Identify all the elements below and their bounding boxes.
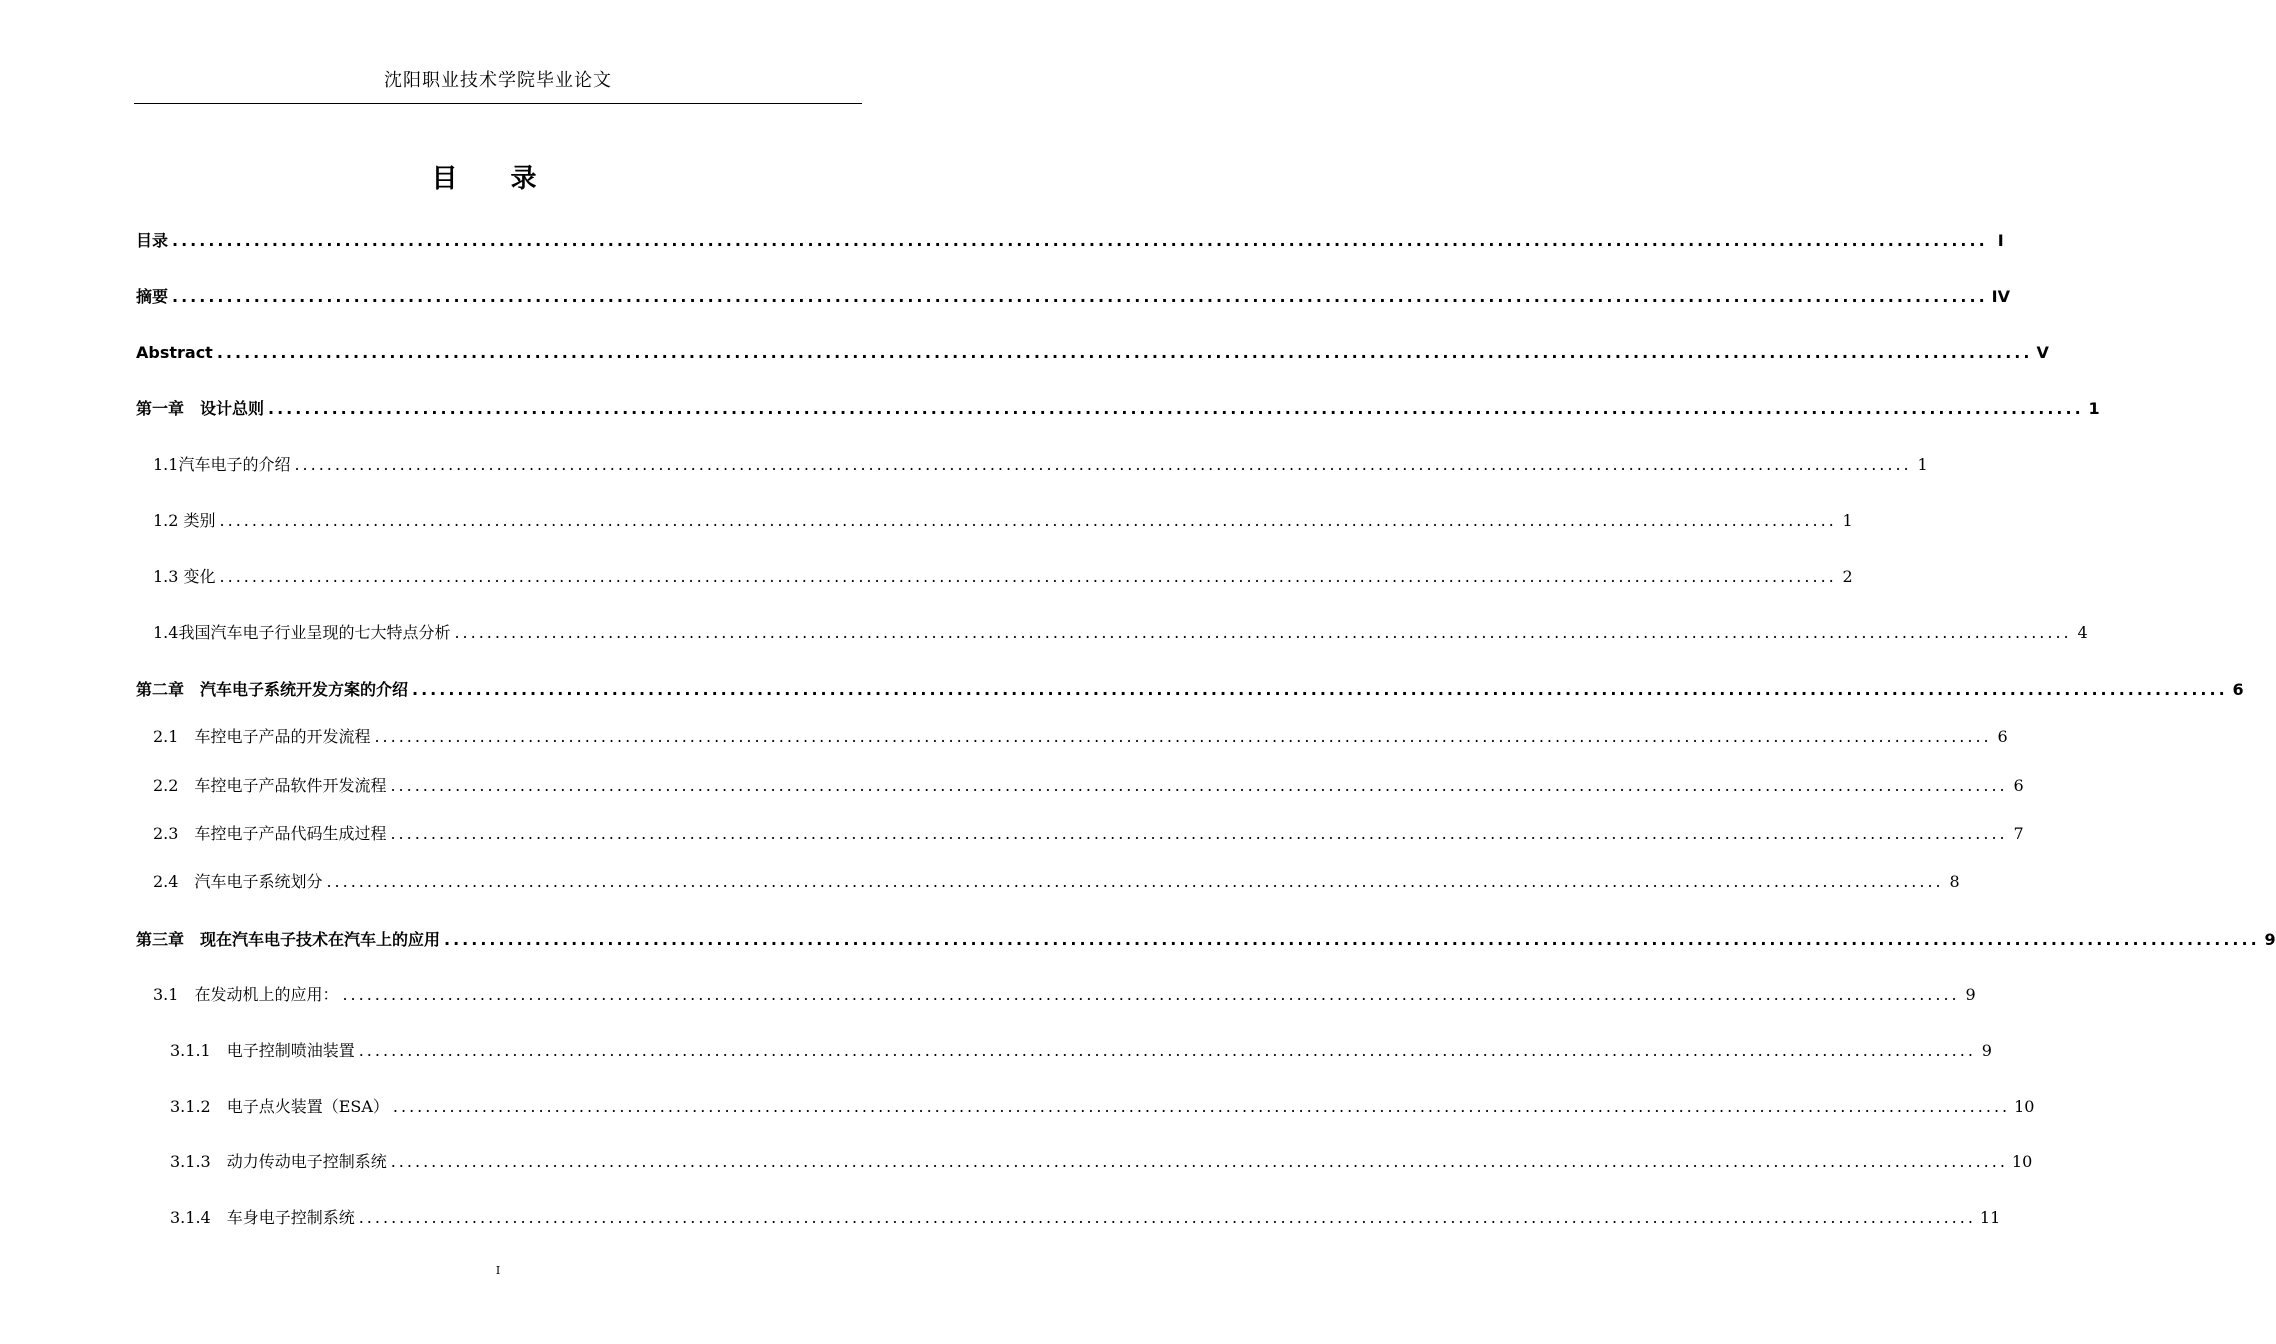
toc-entry-page: 6 [2232, 680, 2244, 699]
toc-entry[interactable] [136, 342, 2049, 364]
toc-entry[interactable] [170, 1151, 2033, 1173]
toc-entry-label: 目录 [136, 231, 169, 250]
toc-leader-dots: ........................................................................................................................................................................................................ [444, 930, 2260, 949]
toc-entry-page: I [1997, 231, 2004, 250]
toc-leader-dots: ........................................................................................................................................................................................................ [216, 343, 2033, 362]
toc-entry-page: 1 [1917, 455, 1928, 474]
toc-entry[interactable] [153, 454, 1928, 476]
toc-entry-page: 10 [2014, 1097, 2035, 1116]
toc-entry-page: 11 [1979, 1208, 2001, 1227]
toc-leader-dots: ........................................................................................................................................................................................................ [392, 1097, 2011, 1116]
toc-entry-label: 1.2 类别 [153, 511, 216, 530]
toc-entry[interactable] [170, 1040, 1992, 1062]
toc-entry-label: 1.4我国汽车电子行业呈现的七大特点分析 [153, 623, 451, 642]
toc-entry[interactable] [136, 286, 2010, 308]
toc-entry[interactable] [153, 823, 2024, 845]
page-number: I [495, 1264, 501, 1277]
toc-entry-page: IV [1991, 287, 2010, 306]
toc-leader-dots: ........................................................................................................................................................................................................ [390, 824, 2008, 843]
toc-leader-dots: ........................................................................................................................................................................................................ [172, 231, 1988, 250]
toc-entry[interactable] [153, 726, 2008, 748]
toc-leader-dots: ........................................................................................................................................................................................................ [358, 1208, 1976, 1227]
toc-entry-page: 1 [1842, 511, 1853, 530]
toc-entry-page: 9 [2264, 930, 2276, 949]
toc-entry-label: 1.3 变化 [153, 567, 216, 586]
toc-entry-label: 1.1汽车电子的介绍 [153, 455, 291, 474]
toc-entry-label: 第二章 汽车电子系统开发方案的介绍 [136, 680, 409, 699]
toc-leader-dots: ........................................................................................................................................................................................................ [172, 287, 1988, 306]
toc-entry-label: 2.2 车控电子产品软件开发流程 [153, 776, 387, 795]
toc-entry-label: 2.3 车控电子产品代码生成过程 [153, 824, 387, 843]
toc-entry-label: 2.4 汽车电子系统划分 [153, 872, 323, 891]
toc-entry-page: 2 [1842, 567, 1853, 586]
running-header: 沈阳职业技术学院毕业论文 [384, 70, 612, 91]
toc-entry-page: 1 [2088, 399, 2100, 418]
toc-entry-label: 第三章 现在汽车电子技术在汽车上的应用 [136, 930, 441, 949]
toc-entry-label: 第一章 设计总则 [136, 399, 265, 418]
toc-entry-label: 3.1.2 电子点火装置（ESA） [170, 1097, 389, 1116]
toc-entry-label: 3.1.4 车身电子控制系统 [170, 1208, 355, 1227]
toc-entry-page: 4 [2077, 623, 2088, 642]
toc-entry[interactable] [153, 510, 1853, 532]
toc-entry-page: 10 [2011, 1152, 2033, 1171]
toc-entry[interactable] [170, 1096, 2035, 1118]
toc-entry[interactable] [136, 398, 2100, 420]
toc-entry-page: 9 [1981, 1041, 1992, 1060]
toc-leader-dots: ........................................................................................................................................................................................................ [219, 567, 1837, 586]
toc-entry-page: 7 [2013, 824, 2024, 843]
toc-entry-label: 3.1.1 电子控制喷油装置 [170, 1041, 355, 1060]
toc-entry-page: V [2036, 343, 2049, 362]
toc-entry-label: 2.1 车控电子产品的开发流程 [153, 727, 371, 746]
toc-leader-dots: ........................................................................................................................................................................................................ [390, 776, 2008, 795]
toc-leader-dots: ........................................................................................................................................................................................................ [268, 399, 2084, 418]
toc-leader-dots: ........................................................................................................................................................................................................ [374, 727, 1992, 746]
toc-leader-dots: ........................................................................................................................................................................................................ [412, 680, 2228, 699]
toc-leader-dots: ........................................................................................................................................................................................................ [294, 455, 1912, 474]
toc-entry-label: Abstract [136, 343, 213, 362]
toc-entry-page: 6 [1997, 727, 2008, 746]
toc-entry-label: 摘要 [136, 287, 169, 306]
toc-entry-label: 3.1 在发动机上的应用： [153, 985, 339, 1004]
toc-entry-label: 3.1.3 动力传动电子控制系统 [170, 1152, 387, 1171]
toc-leader-dots: ........................................................................................................................................................................................................ [219, 511, 1837, 530]
toc-title: 目 录 [431, 164, 559, 194]
toc-leader-dots: ........................................................................................................................................................................................................ [454, 623, 2072, 642]
toc-entry[interactable] [136, 230, 2004, 252]
toc-leader-dots: ........................................................................................................................................................................................................ [358, 1041, 1976, 1060]
toc-entry[interactable] [136, 679, 2244, 701]
toc-entry-page: 9 [1965, 985, 1976, 1004]
toc-entry[interactable] [153, 984, 1976, 1006]
toc-entry[interactable] [153, 871, 1960, 893]
toc-leader-dots: ........................................................................................................................................................................................................ [390, 1152, 2008, 1171]
toc-entry[interactable] [153, 566, 1853, 588]
toc-entry[interactable] [170, 1207, 2001, 1229]
toc-leader-dots: ........................................................................................................................................................................................................ [342, 985, 1960, 1004]
toc-entry-page: 8 [1949, 872, 1960, 891]
toc-leader-dots: ........................................................................................................................................................................................................ [326, 872, 1944, 891]
toc-entry[interactable] [136, 929, 2276, 951]
toc-entry-page: 6 [2013, 776, 2024, 795]
toc-entry[interactable] [153, 775, 2024, 797]
toc-entry[interactable] [153, 622, 2088, 644]
